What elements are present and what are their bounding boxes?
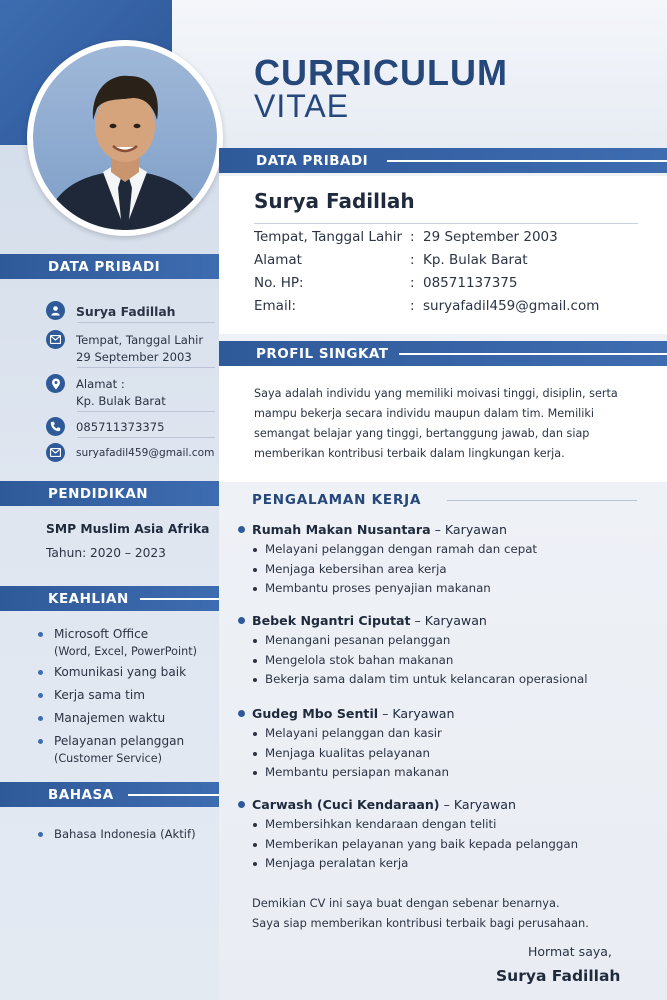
task-text: Membantu persiapan makanan [265, 765, 449, 779]
skill-text: Komunikasi yang baik [54, 665, 187, 679]
job-entry [238, 613, 658, 692]
skill-item [38, 687, 145, 704]
bullet-icon [38, 693, 43, 698]
section-title: DATA PRIBADI [256, 152, 369, 169]
section-header-profil [219, 341, 667, 366]
job-role: – Karyawan [439, 797, 516, 812]
task-text: Mengelola stok bahan makanan [265, 652, 454, 667]
contact-divider [77, 411, 215, 412]
profile-photo [27, 40, 223, 236]
experience-divider [447, 500, 637, 501]
skill-text: Pelayanan pelanggan [54, 734, 185, 748]
job-tasks [238, 542, 658, 601]
job-role: – Karyawan [410, 613, 487, 628]
task-text: Menjaga peralatan kerja [265, 856, 409, 870]
bullet-icon [253, 862, 257, 866]
experience-title: PENGALAMAN KERJA [252, 492, 422, 508]
job-tasks [238, 633, 658, 692]
sidebar-header-pendidikan [0, 481, 219, 506]
regards-text: Hormat saya, [528, 944, 612, 959]
job-entry [238, 797, 658, 876]
bullet-icon [253, 823, 257, 827]
contact-address-label: Alamat : [76, 377, 125, 391]
job-tasks [238, 726, 658, 785]
language-text: Bahasa Indonesia (Aktif) [54, 827, 196, 841]
task-text: Melayani pelanggan dan kasir [265, 726, 442, 740]
info-value: 08571137375 [423, 275, 518, 291]
education-years: Tahun: 2020 – 2023 [46, 546, 166, 560]
info-label: No. HP: [254, 275, 304, 291]
skill-item [38, 710, 165, 727]
section-header-data-pribadi [219, 148, 667, 173]
bullet-icon [253, 732, 257, 736]
task-text: Memberikan pelayanan yang baik kepada pelanggan [265, 836, 579, 851]
skill-item [38, 733, 184, 767]
bullet-icon [38, 739, 43, 744]
bullet-icon [38, 832, 43, 837]
bullet-icon [253, 548, 257, 552]
list-item [253, 765, 658, 785]
info-label: Tempat, Tanggal Lahir [254, 229, 403, 245]
sidebar-header-bahasa [0, 782, 219, 807]
contact-phone-text: 085711373375 [76, 420, 165, 434]
bullet-icon [253, 587, 257, 591]
info-value: Kp. Bulak Barat [423, 252, 528, 268]
bullet-icon [253, 678, 257, 682]
profile-line: semangat belajar yang tinggi, bertanggung jawab, dan siap [254, 427, 590, 440]
info-value: suryafadil459@gmail.com [423, 298, 600, 314]
contact-email-text: suryafadil459@gmail.com [76, 447, 215, 459]
header-divider [399, 353, 667, 355]
job-title [238, 797, 658, 817]
profile-line: mampu bekerja secara individu maupun dalam tim. Memiliki [254, 407, 594, 420]
info-value: 29 September 2003 [423, 229, 558, 245]
header-divider [140, 598, 219, 600]
list-item [253, 542, 658, 562]
info-colon: : [410, 252, 415, 268]
profile-line: memberikan kontribusi terbaik dalam lingkungan kerja. [254, 447, 565, 460]
full-name: Surya Fadillah [254, 189, 415, 213]
contact-birth-value: 29 September 2003 [76, 350, 192, 364]
job-company: Rumah Makan Nusantara [252, 522, 431, 537]
cv-title-line1: CURRICULUM [254, 52, 508, 93]
mail-icon [46, 443, 65, 462]
info-colon: : [410, 275, 415, 291]
task-text: Menangani pesanan pelanggan [265, 633, 451, 647]
section-title: BAHASA [48, 786, 114, 803]
job-role: – Karyawan [378, 706, 455, 721]
skill-text: Microsoft Office [54, 627, 149, 641]
bullet-icon [253, 843, 257, 847]
sidebar-header-keahlian [0, 586, 219, 611]
bullet-icon [38, 716, 43, 721]
cv-title-line2: VITAE [254, 88, 350, 124]
section-title: DATA PRIBADI [48, 258, 161, 275]
job-company: Carwash (Cuci Kendaraan) [252, 797, 440, 812]
skill-subtext: (Word, Excel, PowerPoint) [54, 645, 197, 658]
profile-line: Saya adalah individu yang memiliki moivasi tinggi, disiplin, serta [254, 387, 618, 400]
task-text: Menjaga kualitas pelayanan [265, 745, 431, 760]
section-title: PROFIL SINGKAT [256, 345, 389, 362]
avatar [33, 46, 217, 230]
bullet-icon [238, 801, 245, 808]
bullet-icon [253, 771, 257, 775]
bullet-icon [38, 632, 43, 637]
job-title [238, 613, 658, 633]
bullet-icon [238, 710, 245, 717]
job-company: Bebek Ngantri Ciputat [252, 613, 411, 628]
list-item [253, 562, 658, 582]
contact-divider [77, 367, 215, 368]
signature-name: Surya Fadillah [496, 967, 621, 985]
bullet-icon [253, 659, 257, 663]
list-item [253, 837, 658, 857]
phone-icon [46, 417, 65, 436]
section-title: PENDIDIKAN [48, 485, 149, 502]
info-label: Email: [254, 298, 297, 314]
closing-line: Demikian CV ini saya buat dengan sebenar benarnya. [252, 896, 560, 910]
task-text: Membantu proses penyajian makanan [265, 581, 491, 595]
task-text: Bekerja sama dalam tim untuk kelancaran operasional [265, 672, 588, 686]
job-company: Gudeg Mbo Sentil [252, 706, 379, 721]
contact-birth-label: Tempat, Tanggal Lahir [76, 333, 204, 347]
header-divider [387, 160, 667, 162]
user-icon [46, 301, 65, 320]
task-text: Melayani pelanggan dengan ramah dan cepat [265, 542, 538, 556]
closing-line: Saya siap memberikan kontribusi terbaik bagi perusahaan. [252, 916, 589, 930]
name-divider [254, 223, 638, 224]
list-item [253, 581, 658, 601]
info-label: Alamat [254, 252, 302, 268]
contact-divider [77, 322, 215, 323]
job-tasks [238, 817, 658, 876]
skill-text: Manajemen waktu [54, 711, 166, 725]
bullet-icon [253, 752, 257, 756]
info-colon: : [410, 298, 415, 314]
section-title: KEAHLIAN [48, 590, 129, 607]
list-item [253, 672, 658, 692]
education-school: SMP Muslim Asia Afrika [46, 522, 210, 536]
skill-subtext: (Customer Service) [54, 752, 162, 765]
task-text: Membersihkan kendaraan dengan teliti [265, 817, 497, 831]
bullet-icon [38, 670, 43, 675]
skill-item [38, 626, 197, 660]
language-item [38, 826, 196, 843]
person-portrait-icon [33, 46, 217, 230]
list-item [253, 726, 658, 746]
bullet-icon [253, 568, 257, 572]
profile-summary [254, 384, 640, 464]
closing-statement [252, 893, 652, 933]
job-role: – Karyawan [430, 522, 507, 537]
job-title [238, 522, 658, 542]
job-title [238, 706, 658, 726]
skill-text: Kerja sama tim [54, 688, 145, 702]
list-item [253, 633, 658, 653]
contact-name-text: Surya Fadillah [76, 304, 176, 319]
bullet-icon [253, 639, 257, 643]
list-item [253, 817, 658, 837]
job-entry [238, 522, 658, 601]
header-divider [128, 794, 219, 796]
list-item [253, 856, 658, 876]
location-pin-icon [46, 374, 65, 393]
sidebar-header-data-pribadi [0, 254, 219, 279]
job-entry [238, 706, 658, 785]
contact-address-value: Kp. Bulak Barat [76, 394, 166, 408]
bullet-icon [238, 617, 245, 624]
list-item [253, 653, 658, 673]
list-item [253, 746, 658, 766]
bullet-icon [238, 526, 245, 533]
contact-divider [77, 437, 215, 438]
skill-item [38, 664, 186, 681]
info-colon: : [410, 229, 415, 245]
task-text: Menjaga kebersihan area kerja [265, 561, 447, 576]
mail-icon [46, 330, 65, 349]
